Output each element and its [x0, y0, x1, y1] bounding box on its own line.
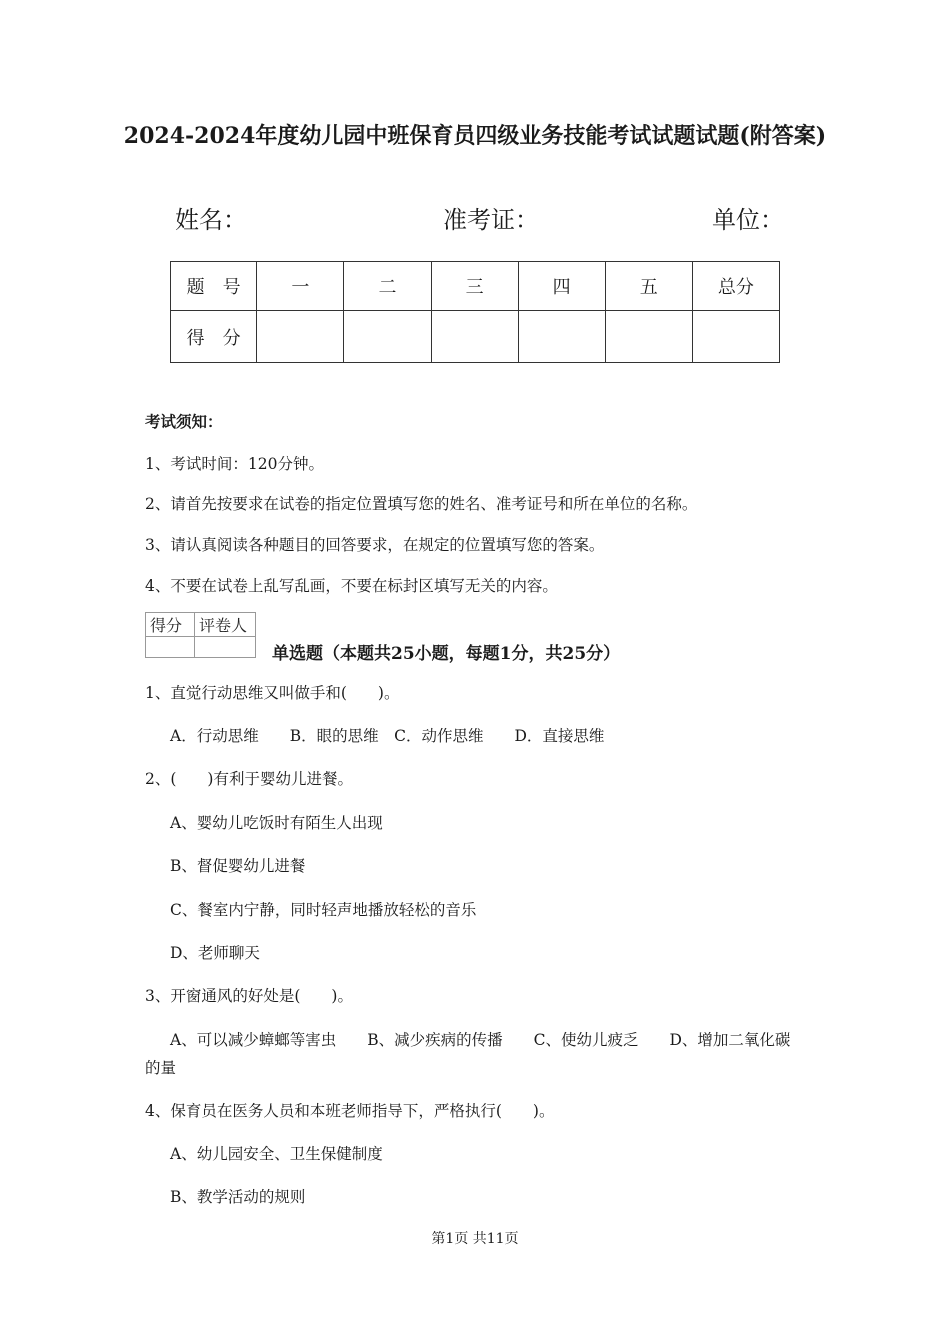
- score-table: [170, 261, 780, 363]
- score-table-col-1: 一: [257, 262, 344, 311]
- score-table-col-3: 三: [431, 262, 518, 311]
- score-table-col-4: 四: [518, 262, 605, 311]
- page-footer: 第1页 共11页: [431, 1231, 519, 1247]
- exam-id-field-label: 准考证：: [443, 206, 539, 234]
- question-2-option-c: C、餐室内宁静，同时轻声地播放轻松的音乐: [170, 901, 477, 919]
- score-cell-5[interactable]: [605, 311, 692, 363]
- notice-item: 2、请首先按要求在试卷的指定位置填写您的姓名、准考证号和所在单位的名称。: [145, 495, 698, 513]
- grader-score-cell[interactable]: [146, 637, 195, 658]
- grader-name-cell[interactable]: [195, 637, 256, 658]
- question-2: 2、( )有利于婴幼儿进餐。: [145, 770, 353, 788]
- question-1: 1、直觉行动思维又叫做手和( )。: [145, 684, 400, 702]
- score-table-col-2: 二: [344, 262, 431, 311]
- score-cell-1[interactable]: [257, 311, 344, 363]
- question-2-option-a: A、婴幼儿吃饭时有陌生人出现: [170, 814, 383, 832]
- score-cell-4[interactable]: [518, 311, 605, 363]
- score-table-header-label: 题 号: [171, 262, 257, 311]
- question-4-option-a: A、幼儿园安全、卫生保健制度: [170, 1145, 383, 1163]
- unit-field-label: 单位：: [712, 206, 784, 234]
- question-4-option-b: B、教学活动的规则: [170, 1188, 306, 1206]
- name-field-label: 姓名：: [175, 206, 247, 234]
- question-1-options: A．行动思维 B．眼的思维 C．动作思维 D．直接思维: [170, 727, 605, 745]
- section-title: 单选题（本题共25小题，每题1分，共25分）: [272, 644, 621, 664]
- candidate-fields: [175, 200, 785, 240]
- question-4: 4、保育员在医务人员和本班老师指导下，严格执行( )。: [145, 1102, 555, 1120]
- score-row-label: 得 分: [171, 311, 257, 363]
- question-3-options: A、可以减少蟑螂等害虫 B、减少疾病的传播 C、使幼儿疲乏 D、增加二氧化碳: [170, 1031, 791, 1049]
- page-title: 2024-2024年度幼儿园中班保育员四级业务技能考试试题试题(附答案): [123, 123, 827, 149]
- notice-item: 4、不要在试卷上乱写乱画，不要在标封区填写无关的内容。: [145, 577, 558, 595]
- question-2-option-b: B、督促婴幼儿进餐: [170, 857, 306, 875]
- question-3: 3、开窗通风的好处是( )。: [145, 987, 353, 1005]
- grader-table: [145, 612, 256, 658]
- score-cell-3[interactable]: [431, 311, 518, 363]
- notice-heading: 考试须知：: [145, 412, 223, 431]
- score-table-col-5: 五: [605, 262, 692, 311]
- score-cell-total[interactable]: [692, 311, 779, 363]
- question-2-option-d: D、老师聊天: [170, 944, 260, 962]
- score-cell-2[interactable]: [344, 311, 431, 363]
- notice-item: 3、请认真阅读各种题目的回答要求，在规定的位置填写您的答案。: [145, 536, 605, 554]
- grader-score-label: 得分: [146, 613, 195, 637]
- notice-item: 1、考试时间：120分钟。: [145, 455, 324, 473]
- grader-name-label: 评卷人: [195, 613, 256, 637]
- question-3-options-continued: 的量: [145, 1059, 177, 1077]
- score-table-col-total: 总分: [692, 262, 779, 311]
